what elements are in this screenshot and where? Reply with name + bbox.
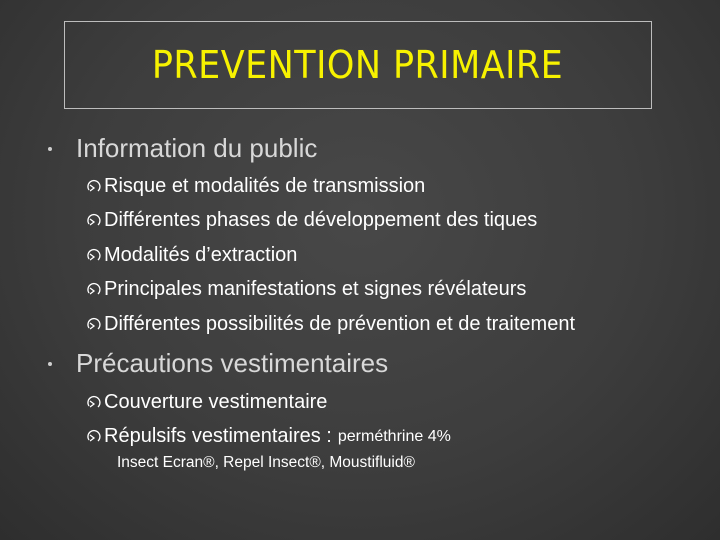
product-list: Insect Ecran®, Repel Insect®, Moustifluid® [117,454,415,471]
list-item-label: Différentes phases de développement des tiques [104,209,538,231]
dot-icon [48,362,52,366]
list-item-label: Principales manifestations et signes révélateurs [104,278,527,300]
list-item [86,391,327,414]
section-heading-label: Précautions vestimentaires [76,348,389,378]
list-item [86,425,451,448]
repulsif-detail: perméthrine 4% [337,427,451,445]
list-item-label: Différentes possibilités de prévention et de traitement [104,313,576,335]
section-heading-label: Information du public [76,133,318,163]
slide-title: PREVENTION PRIMAIRE [152,43,564,87]
arrow-circle-icon [86,213,102,229]
list-item [86,313,575,336]
arrow-circle-icon [86,282,102,298]
list-item [86,244,297,267]
list-item-label: Couverture vestimentaire [104,391,328,413]
list-item-label: Risque et modalités de transmission [104,175,426,197]
arrow-circle-icon [86,317,102,333]
arrow-circle-icon [86,248,102,264]
section-heading-information [48,133,317,164]
list-item [86,278,526,301]
list-item [86,209,537,232]
arrow-circle-icon [86,179,102,195]
arrow-circle-icon [86,429,102,445]
arrow-circle-icon [86,395,102,411]
dot-icon [48,147,52,151]
section-heading-precautions [48,348,388,379]
list-item-label: Répulsifs vestimentaires : [104,425,332,447]
title-box [64,21,652,109]
list-item [86,175,425,198]
list-item-label: Modalités d’extraction [104,244,298,266]
